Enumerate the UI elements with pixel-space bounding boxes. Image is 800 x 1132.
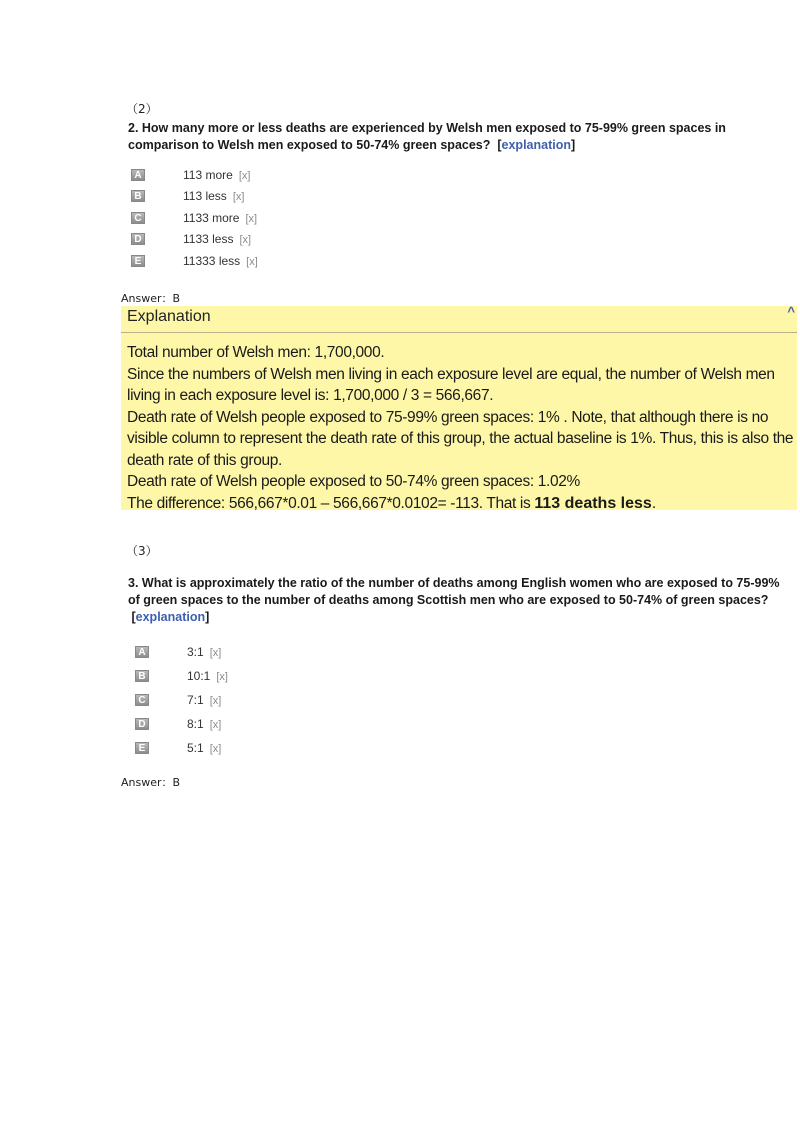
- section-number-3: （3）: [126, 544, 158, 558]
- option-a[interactable]: [135, 640, 222, 664]
- answer-2: Answer：B: [121, 292, 181, 305]
- question-2-options: [131, 164, 258, 272]
- option-e[interactable]: [135, 736, 222, 760]
- explanation-divider: [121, 332, 797, 333]
- option-text: 1133 more [x]: [183, 210, 258, 225]
- explanation-line-final: The difference: 566,667*0.01 – 566,667*0.0102= -113. That is 113 deaths less.: [127, 494, 656, 512]
- option-letter-d[interactable]: D: [135, 718, 149, 730]
- option-text: 113 more [x]: [183, 167, 251, 182]
- option-letter-b[interactable]: B: [135, 670, 149, 682]
- explanation-line: Since the numbers of Welsh men living in each exposure level are equal, the number of Welsh men living in each exposure level is: 1,700,000 / 3 = 566,667.: [127, 365, 775, 404]
- explanation-line: Death rate of Welsh people exposed to 50-74% green spaces: 1.02%: [127, 473, 580, 490]
- option-c[interactable]: [135, 688, 222, 712]
- option-b[interactable]: [131, 186, 245, 208]
- question-3-text: [128, 575, 792, 626]
- option-letter-a[interactable]: A: [135, 646, 149, 658]
- option-e[interactable]: [131, 250, 258, 272]
- option-d[interactable]: [131, 229, 252, 251]
- option-text: 5:1 [x]: [187, 741, 222, 755]
- option-letter-d[interactable]: D: [131, 233, 145, 245]
- explanation-link-3-text[interactable]: explanation: [135, 610, 206, 624]
- option-letter-b[interactable]: B: [131, 190, 145, 202]
- explanation-link-2[interactable]: [explanation]: [497, 138, 576, 152]
- explanation-title: Explanation: [127, 308, 211, 325]
- explanation-body: [127, 342, 797, 514]
- eliminate-option-button[interactable]: [x]: [238, 169, 251, 182]
- eliminate-option-button[interactable]: [x]: [232, 191, 245, 204]
- option-c[interactable]: [131, 207, 258, 229]
- eliminate-option-button[interactable]: [x]: [216, 671, 228, 683]
- explanation-panel: [121, 306, 797, 510]
- option-text: 8:1 [x]: [187, 717, 222, 731]
- explanation-line: Death rate of Welsh people exposed to 75-99% green spaces: 1% . Note, that although there is no visible column to represent the death rate of this group, the actual baseline is 1%. Thus, this is also the death rate of this group.: [127, 408, 794, 469]
- question-3-options: [135, 640, 228, 760]
- section-number-2: （2）: [126, 102, 158, 116]
- option-text: 10:1 [x]: [187, 669, 228, 683]
- question-2-body: 2. How many more or less deaths are experienced by Welsh men exposed to 75-99% green spaces in comparison to Welsh men exposed to 50-74% green spaces?: [128, 121, 726, 152]
- explanation-link-2-text[interactable]: explanation: [501, 138, 571, 152]
- option-letter-c[interactable]: C: [131, 212, 145, 224]
- eliminate-option-button[interactable]: [x]: [209, 719, 222, 731]
- option-d[interactable]: [135, 712, 222, 736]
- eliminate-option-button[interactable]: [x]: [246, 255, 258, 268]
- question-3-body: 3. What is approximately the ratio of the number of deaths among English women who are exposed to 75-99% of green spaces to the number of deaths among Scottish men who are exposed to 50-74% of green spaces?: [128, 576, 780, 607]
- option-text: 11333 less [x]: [183, 253, 258, 268]
- eliminate-option-button[interactable]: [x]: [209, 743, 222, 755]
- eliminate-option-button[interactable]: [x]: [245, 212, 258, 225]
- option-text: 1133 less [x]: [183, 232, 252, 247]
- option-letter-e[interactable]: E: [135, 742, 149, 754]
- option-b[interactable]: [135, 664, 228, 688]
- answer-3: Answer：B: [121, 776, 181, 789]
- option-a[interactable]: [131, 164, 251, 186]
- option-letter-a[interactable]: A: [131, 169, 145, 181]
- collapse-icon[interactable]: ^: [787, 304, 795, 319]
- option-letter-e[interactable]: E: [131, 255, 145, 267]
- eliminate-option-button[interactable]: [x]: [209, 647, 222, 659]
- option-text: 113 less [x]: [183, 189, 245, 204]
- eliminate-option-button[interactable]: [x]: [239, 234, 252, 247]
- explanation-line: Total number of Welsh men: 1,700,000.: [127, 344, 385, 361]
- explanation-result: 113 deaths less: [534, 494, 652, 512]
- eliminate-option-button[interactable]: [x]: [209, 695, 222, 707]
- explanation-link-3[interactable]: [explanation]: [131, 610, 210, 624]
- question-2-text: [128, 120, 792, 154]
- option-text: 3:1 [x]: [187, 645, 222, 659]
- option-letter-c[interactable]: C: [135, 694, 149, 706]
- option-text: 7:1 [x]: [187, 693, 222, 707]
